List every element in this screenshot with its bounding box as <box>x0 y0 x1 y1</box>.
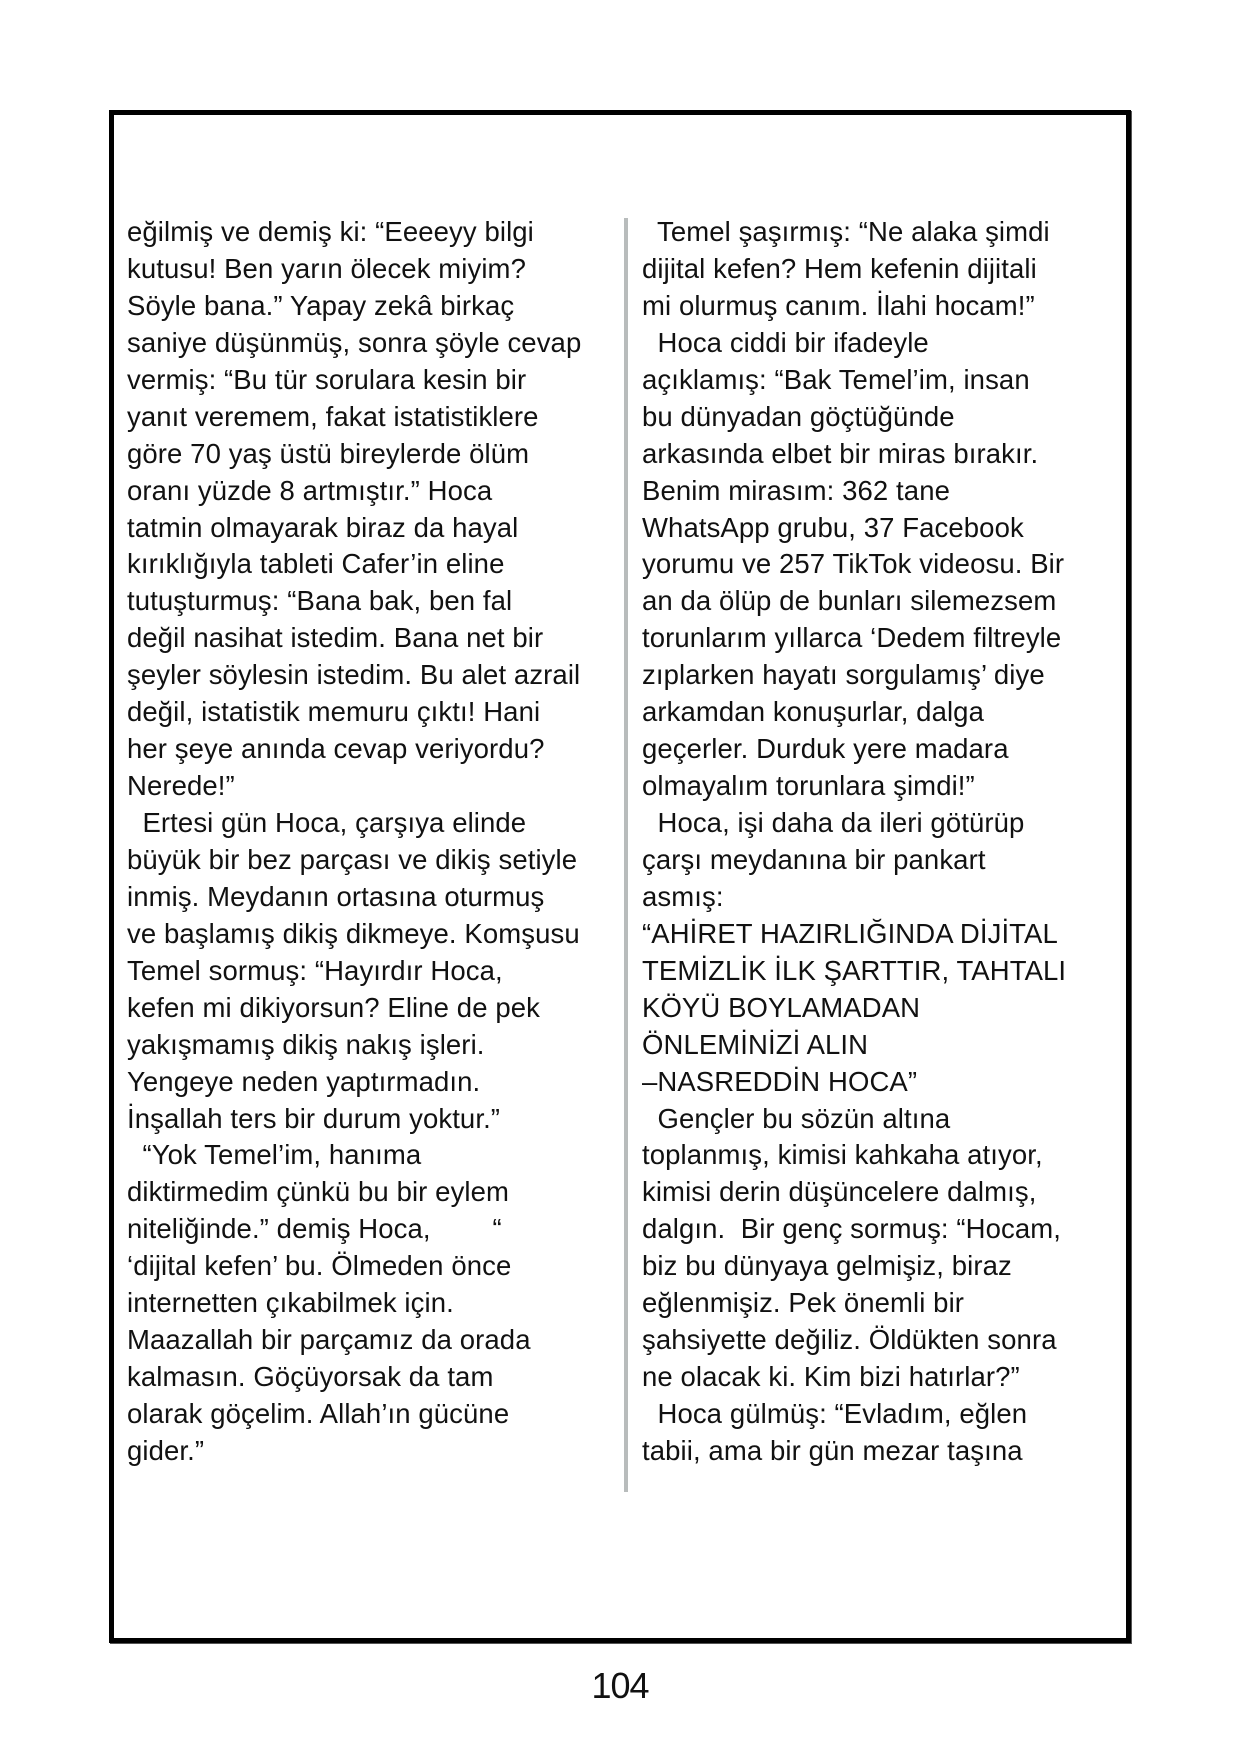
text-line: ‘dijital kefen’ bu. Ölmeden önce <box>127 1250 512 1282</box>
text-line: tabii, ama bir gün mezar taşına <box>642 1434 1023 1466</box>
text-line: ve başlamış dikiş dikmeye. Komşusu <box>127 917 580 949</box>
text-line: Hoca, işi daha da ileri götürüp <box>642 807 1025 838</box>
text-line: yakışmamış dikiş nakış işleri. <box>127 1028 485 1060</box>
text-line: toplanmış, kimisi kahkaha atıyor, <box>642 1139 1043 1171</box>
text-line: kimisi derin düşüncelere dalmış, <box>642 1176 1037 1208</box>
text-line: Temel şaşırmış: “Ne alaka şimdi <box>642 216 1050 247</box>
text-line: kırıklığıyla tableti Cafer’in eline <box>127 548 505 580</box>
text-line: büyük bir bez parçası ve dikiş setiyle <box>127 843 578 875</box>
text-line: tutuşturmuş: “Bana bak, ben fal <box>127 585 513 617</box>
text-line: şeyler söylesin istedim. Bu alet azrail <box>127 659 581 691</box>
text-line: yorumu ve 257 TikTok videosu. Bir <box>642 548 1065 580</box>
text-line: geçerler. Durduk yere madara <box>642 733 1009 765</box>
text-line: biz bu dünyaya gelmişiz, biraz <box>642 1250 1012 1282</box>
text-line: Hoca ciddi bir ifadeyle <box>642 326 929 358</box>
text-line: “AHİRET HAZIRLIĞINDA DİJİTAL <box>642 917 1058 949</box>
text-line: Maazallah bir parçamız da orada <box>127 1324 531 1356</box>
text-line: olarak göçelim. Allah’ın gücüne <box>127 1398 510 1429</box>
text-line: TEMİZLİK İLK ŞARTTIR, TAHTALI <box>642 954 1067 986</box>
text-line: çarşı meydanına bir pankart <box>642 843 986 875</box>
text-line: diktirmedim çünkü bu bir eylem <box>127 1176 510 1208</box>
text-line: dalgın. Bir genç sormuş: “Hocam, <box>642 1213 1062 1245</box>
text-line: zıplarken hayatı sorgulamış’ diye <box>642 659 1045 691</box>
text-line: mi olurmuş canım. İlahi hocam!” <box>642 289 1035 321</box>
text-line: Söyle bana.” Yapay zekâ birkaç <box>127 289 515 321</box>
text-line: internetten çıkabilmek için. <box>127 1287 454 1319</box>
text-line: WhatsApp grubu, 37 Facebook <box>642 511 1024 543</box>
text-line: kefen mi dikiyorsun? Eline de pek <box>127 991 540 1023</box>
text-line: arkamdan konuşurlar, dalga <box>642 696 984 728</box>
text-line: “Yok Temel’im, hanıma <box>127 1139 422 1171</box>
text-line: dijital kefen? Hem kefenin dijitali <box>642 252 1037 284</box>
text-line: inmiş. Meydanın ortasına oturmuş <box>127 880 545 912</box>
text-line: asmış: <box>642 880 724 912</box>
text-line: İnşallah ters bir durum yoktur.” <box>127 1102 501 1134</box>
text-line: Hoca gülmüş: “Evladım, eğlen <box>642 1398 1028 1429</box>
text-line: –NASREDDİN HOCA” <box>642 1065 918 1097</box>
text-line: değil, istatistik memuru çıktı! Hani <box>127 696 541 728</box>
text-line: kutusu! Ben yarın ölecek miyim? <box>127 252 526 284</box>
text-line: niteliğinde.” demiş Hoca, “ <box>127 1213 502 1245</box>
text-line: Nerede!” <box>127 770 235 802</box>
text-line: Ertesi gün Hoca, çarşıya elinde <box>127 807 527 838</box>
page-number: 104 <box>591 1665 649 1706</box>
text-line: Gençler bu sözün altına <box>642 1102 951 1134</box>
text-line: ne olacak ki. Kim bizi hatırlar?” <box>642 1361 1020 1393</box>
text-line: Benim mirasım: 362 tane <box>642 474 950 506</box>
text-line: her şeye anında cevap veriyordu? <box>127 733 545 765</box>
text-line: ÖNLEMİNİZİ ALIN <box>642 1028 869 1060</box>
text-line: torunlarım yıllarca ‘Dedem filtreyle <box>642 622 1062 654</box>
text-line: şahsiyette değiliz. Öldükten sonra <box>642 1324 1057 1356</box>
text-line: an da ölüp de bunları silemezsem <box>642 585 1057 617</box>
text-line: Yengeye neden yaptırmadın. <box>127 1065 481 1097</box>
text-line: KÖYÜ BOYLAMADAN <box>642 991 921 1023</box>
text-line: Temel sormuş: “Hayırdır Hoca, <box>127 954 503 986</box>
text-line: değil nasihat istedim. Bana net bir <box>127 622 544 654</box>
text-line: tatmin olmayarak biraz da hayal <box>127 511 519 543</box>
text-line: gider.” <box>127 1434 205 1466</box>
text-line: saniye düşünmüş, sonra şöyle cevap <box>127 326 582 358</box>
text-line: eğilmiş ve demiş ki: “Eeeeyy bilgi <box>127 216 534 247</box>
column-divider <box>624 218 628 1492</box>
text-line: arkasında elbet bir miras bırakır. <box>642 437 1039 469</box>
right-text-column <box>642 214 1122 1470</box>
text-line: açıklamış: “Bak Temel’im, insan <box>642 363 1030 395</box>
text-line: vermiş: “Bu tür sorulara kesin bir <box>127 363 527 395</box>
text-line: oranı yüzde 8 artmıştır.” Hoca <box>127 474 493 506</box>
text-line: göre 70 yaş üstü bireylerde ölüm <box>127 437 530 469</box>
left-text-column <box>127 214 622 1470</box>
text-line: olmayalım torunlara şimdi!” <box>642 770 975 802</box>
text-line: bu dünyadan göçtüğünde <box>642 400 955 432</box>
text-line: eğlenmişiz. Pek önemli bir <box>642 1287 965 1319</box>
text-line: yanıt veremem, fakat istatistiklere <box>127 400 539 432</box>
text-line: kalmasın. Göçüyorsak da tam <box>127 1361 494 1393</box>
